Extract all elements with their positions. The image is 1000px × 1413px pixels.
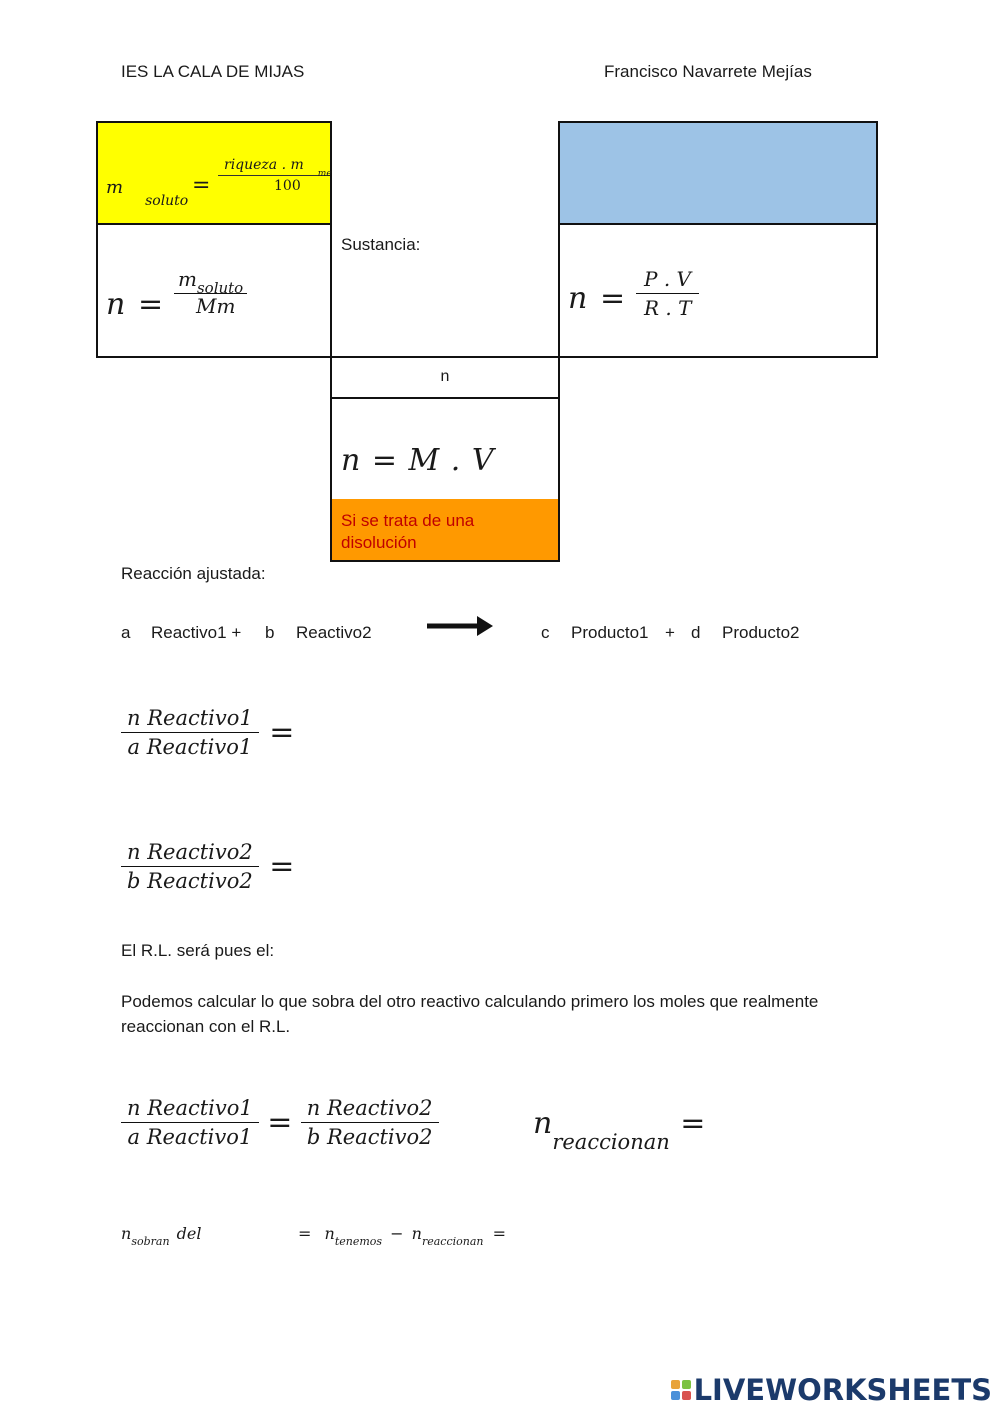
moles-label-box bbox=[330, 356, 560, 399]
product-2: Producto2 bbox=[722, 623, 800, 642]
reactant-2: Reactivo2 bbox=[296, 623, 372, 642]
reaction-arrow-icon bbox=[425, 613, 495, 639]
logo-text: LIVEWORKSHEETS bbox=[693, 1373, 992, 1407]
equal-ratios-equation: $\frac{\text{n Reactivo1}}{\text{a Reactivo1}}$ = $\frac{\text{n Reactivo2}}{\text{b Reactivo2}}$ bbox=[121, 1096, 439, 1149]
equals-sign: = bbox=[600, 281, 626, 316]
mass-over-molar-mass-fraction: $m_{soluto}$ Mm bbox=[174, 267, 247, 318]
excess-moles-lhs: $n_{sobran}$ del bbox=[121, 1224, 202, 1248]
plus-sign: + bbox=[665, 623, 675, 642]
excess-moles-rhs: = $n_{tenemos} - n_{reaccionan}$ = bbox=[298, 1224, 506, 1248]
excess-explanation: Podemos calcular lo que sobra del otro reactivo calculando primero los moles que realmente reaccionan con el R.L. bbox=[121, 992, 819, 1036]
moles-symbol: n bbox=[568, 281, 588, 316]
school-name: IES LA CALA DE MIJAS bbox=[121, 62, 305, 81]
ratio-reactant-1: $\frac{\text{n Reactivo1}}{\text{a Reactivo1}}$ = bbox=[121, 706, 294, 759]
logo-icon bbox=[671, 1380, 691, 1400]
product-1: Producto1 bbox=[571, 623, 649, 642]
solute-mass-box bbox=[96, 121, 332, 225]
reacting-moles-equation: nreaccionan = bbox=[533, 1106, 706, 1154]
solute-mass-lhs: $m_{soluto}$ bbox=[106, 177, 189, 209]
moles-label: n bbox=[440, 368, 450, 385]
coefficient-a: a bbox=[121, 623, 131, 642]
moles-from-gas-box bbox=[558, 223, 878, 358]
author-name: Francisco Navarrete Mejías bbox=[604, 62, 812, 81]
coefficient-c: c bbox=[541, 623, 550, 642]
substance-box bbox=[330, 223, 560, 358]
molarity-formula: n = M . V bbox=[341, 443, 495, 478]
blue-box bbox=[558, 121, 878, 225]
coefficient-d: d bbox=[691, 623, 701, 642]
moles-symbol: n bbox=[106, 287, 126, 322]
moles-from-mass-box bbox=[96, 223, 332, 358]
limiting-reagent-statement: El R.L. será pues el: bbox=[121, 941, 275, 960]
ratio-reactant-2: $\frac{\text{n Reactivo2}}{\text{b Reactivo2}}$ = bbox=[121, 840, 294, 893]
pv-over-rt-fraction: P . V R . T bbox=[636, 267, 699, 320]
molarity-box bbox=[330, 397, 560, 501]
reactant-1: Reactivo1 + bbox=[151, 623, 242, 642]
solute-mass-fraction: riqueza . $m_{me}$ 100 bbox=[218, 157, 330, 194]
dissolution-note-box bbox=[330, 499, 560, 562]
equals-sign: = bbox=[138, 287, 164, 322]
reaction-title: Reacción ajustada: bbox=[121, 564, 266, 583]
equals-sign: = bbox=[192, 173, 211, 198]
dissolution-note: Si se trata de una disolución bbox=[341, 511, 475, 552]
coefficient-b: b bbox=[265, 623, 275, 642]
liveworksheets-logo bbox=[671, 1373, 992, 1407]
substance-label: Sustancia: bbox=[341, 235, 421, 254]
